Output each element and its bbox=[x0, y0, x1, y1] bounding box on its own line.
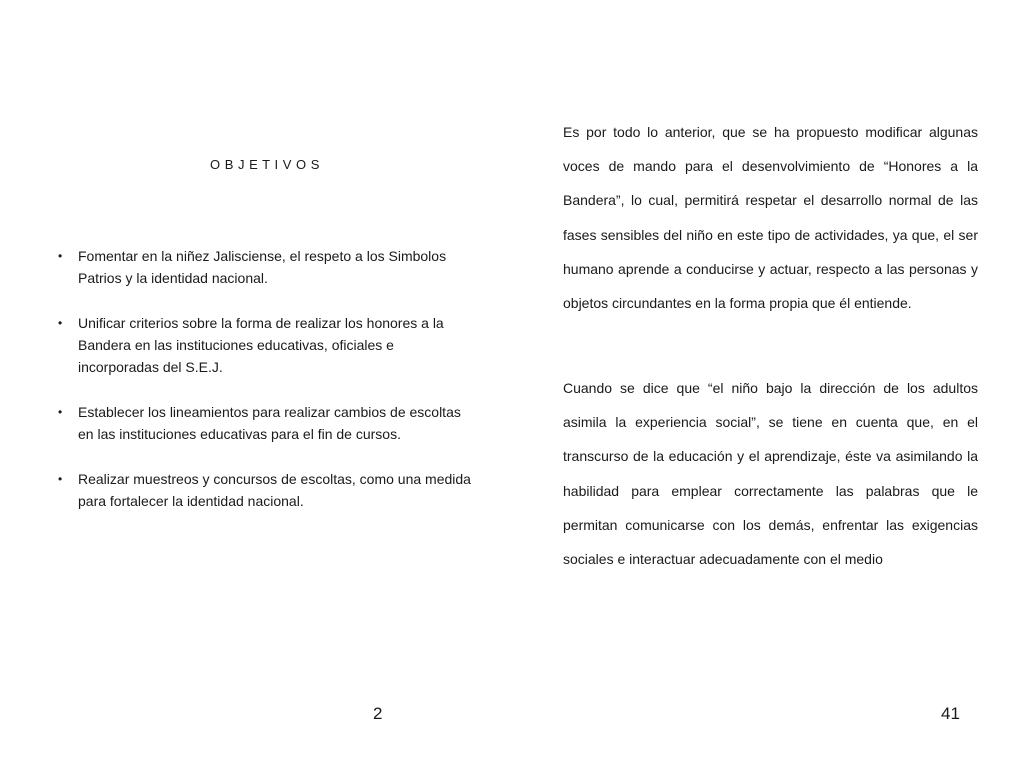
bullet-icon: • bbox=[58, 316, 63, 330]
bullet-icon: • bbox=[58, 472, 63, 486]
objetivos-title: O B J E T I V O S bbox=[210, 157, 320, 172]
bullet-icon: • bbox=[58, 249, 63, 263]
objective-text: Establecer los lineamientos para realizar cambios de escoltas en las instituciones educativas para el fin de cursos. bbox=[78, 404, 461, 442]
page-number-left: 2 bbox=[373, 704, 383, 723]
right-page bbox=[512, 0, 1024, 768]
paragraph-experiencia-social: Cuando se dice que “el niño bajo la dirección de los adultos asimila la experiencia social”, se tiene en cuenta que, en el transcurso de la educación y el aprendizaje, éste va asimilando la habilidad para emplear correctamente las palabras que le permitan comunicarse con los demás, enfrentar las exigencias sociales e interactuar adecuadamente con el medio bbox=[563, 380, 978, 568]
objective-item bbox=[58, 312, 478, 378]
objectives-list bbox=[58, 245, 478, 535]
page-number-right: 41 bbox=[941, 704, 960, 723]
paragraph-honores: Es por todo lo anterior, que se ha propuesto modificar algunas voces de mando para el desenvolvimiento de “Honores a la Bandera”, lo cual, permitirá respetar el desarrollo normal de las fases sensibles del niño en este tipo de actividades, ya que, el ser humano aprende a conducirse y actuar, respecto a las personas y objetos circundantes en la forma propia que él entiende. bbox=[563, 124, 978, 312]
objective-text: Realizar muestreos y concursos de escoltas, como una medida para fortalecer la identidad nacional. bbox=[78, 471, 471, 509]
objective-item bbox=[58, 245, 478, 289]
objective-text: Fomentar en la niñez Jalisciense, el respeto a los Simbolos Patrios y la identidad nacional. bbox=[78, 248, 447, 286]
bullet-icon: • bbox=[58, 405, 63, 419]
objective-item bbox=[58, 401, 478, 445]
objective-text: Unificar criterios sobre la forma de realizar los honores a la Bandera en las instituciones educativas, oficiales e incorporadas del S.E.J. bbox=[78, 315, 444, 375]
objective-item bbox=[58, 468, 478, 512]
